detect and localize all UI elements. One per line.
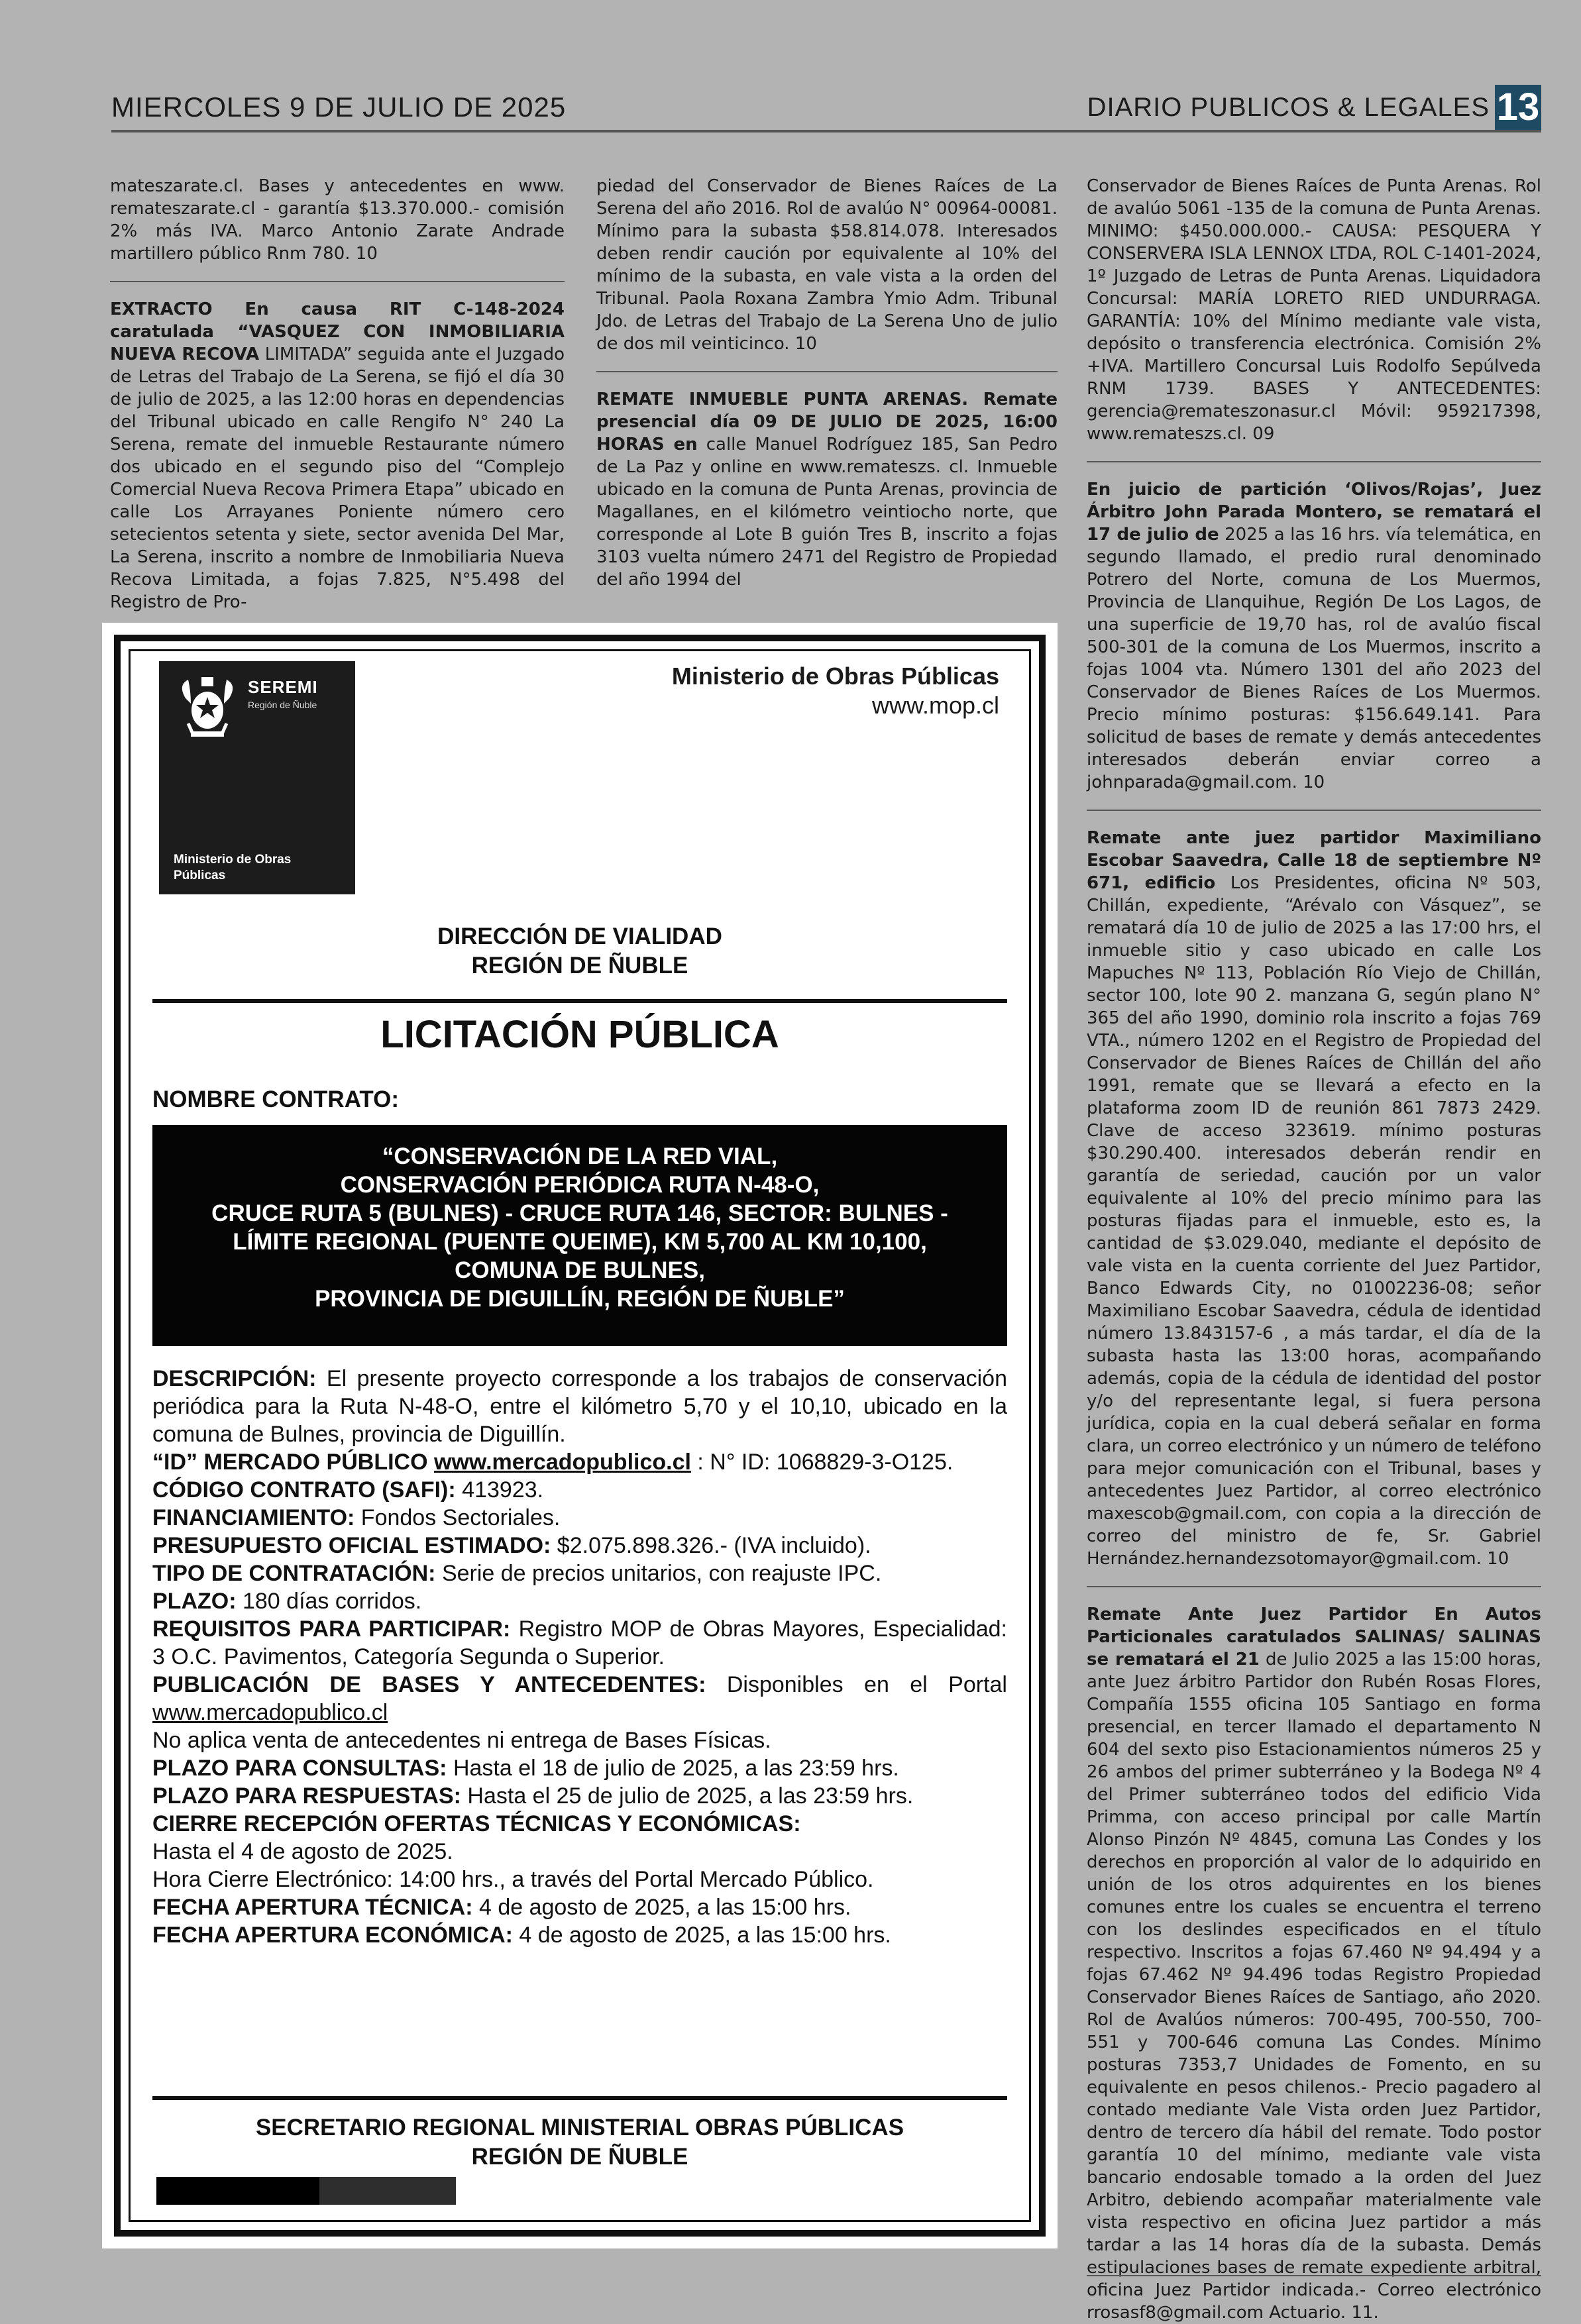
direccion-line-1: DIRECCIÓN DE VIALIDAD — [437, 924, 722, 949]
fae-value: 4 de agosto de 2025, a las 15:00 hrs. — [512, 1923, 891, 1948]
notice-salinas — [1087, 1603, 1541, 2324]
plazo-value: 180 días corridos. — [236, 1589, 422, 1614]
notice-divider — [1087, 810, 1541, 811]
contract-line: LÍMITE REGIONAL (PUENTE QUEIME), KM 5,700 AL KM 10,100, — [233, 1229, 927, 1255]
presupuesto — [152, 1532, 1007, 1559]
direccion-line-2: REGIÓN DE ÑUBLE — [471, 953, 688, 978]
notice-divider — [1087, 461, 1541, 462]
contract-line: CONSERVACIÓN PERIÓDICA RUTA N-48-O, — [340, 1172, 820, 1198]
notice-body: calle Manuel Rodríguez 185, San Pedro de La Paz y online en www.remateszs. cl. Inmueble ubicado en la comuna de Punta Arenas, provincia de Magallanes, en el kilómetro veintiocho norte, que corresponde al Lote B guión Tres B, inscrito a fojas 3103 vuelta número 2471 del Registro de Propiedad del año 1994 del — [596, 435, 1058, 590]
seremi-logo — [159, 661, 355, 894]
chile-coat-of-arms-icon — [171, 672, 244, 745]
consultas-label: PLAZO PARA CONSULTAS: — [152, 1756, 447, 1781]
notice-extracto-vasquez-end: piedad del Conservador de Bienes Raíces de La Serena del año 2016. Rol de avalúo N° 00964-00081. Mínimo para la subasta $58.814.078. Interesados deben rendir caución por equivalente al 10% del mínimo de la subasta, en vale vista a la orden del Tribunal. Paola Roxana Zambra Ymio Adm. Tribunal Jdo. de Letras del Trabajo de La Serena Uno de julio de dos mil veinticinco. 10 — [596, 176, 1058, 354]
fae-label: FECHA APERTURA ECONÓMICA: — [152, 1923, 513, 1948]
no-aplica: No aplica venta de antecedentes ni entrega de Bases Físicas. — [152, 1728, 771, 1753]
fecha-apertura-tecnica — [152, 1893, 1007, 1921]
notice-divider — [1087, 1586, 1541, 1587]
codigo-label: CÓDIGO CONTRATO (SAFI): — [152, 1477, 456, 1503]
contract-line: CRUCE RUTA 5 (BULNES) - CRUCE RUTA 146, SECTOR: BULNES - — [211, 1200, 948, 1226]
notice-escobar-saavedra — [1087, 827, 1541, 1570]
column-1 — [110, 175, 565, 613]
nombre-contrato-label: NOMBRE CONTRATO: — [152, 1086, 400, 1112]
notice-extracto-vasquez — [110, 298, 565, 613]
id-label: “ID” MERCADO PÚBLICO — [152, 1450, 428, 1475]
descripcion-label: DESCRIPCIÓN: — [152, 1366, 317, 1391]
ministry-url: www.mop.cl — [871, 692, 999, 719]
ministry-title: Ministerio de Obras Públicas — [671, 662, 999, 690]
notice-divider — [596, 371, 1058, 372]
publicacion-label: PUBLICACIÓN DE BASES Y ANTECEDENTES: — [152, 1672, 706, 1697]
hora-cierre: Hora Cierre Electrónico: 14:00 hrs., a través del Portal Mercado Público. — [152, 1867, 874, 1892]
fat-label: FECHA APERTURA TÉCNICA: — [152, 1895, 473, 1920]
descripcion — [152, 1365, 1007, 1448]
cierre-label: CIERRE RECEPCIÓN OFERTAS TÉCNICAS Y ECONÓMICAS: — [152, 1811, 801, 1836]
requisitos-label: REQUISITOS PARA PARTICIPAR: — [152, 1616, 511, 1642]
codigo-contrato — [152, 1476, 1007, 1504]
tipo-label: TIPO DE CONTRATACIÓN: — [152, 1561, 436, 1586]
notice-lead: REMATE INMUEBLE PUNTA ARENAS. Remate presencial día 09 DE JULIO DE 2025, 16:00 HORAS en — [596, 390, 1058, 454]
contract-line: PROVINCIA DE DIGUILLÍN, REGIÓN DE ÑUBLE” — [315, 1286, 845, 1312]
financiamiento-label: FINANCIAMIENTO: — [152, 1505, 355, 1530]
presupuesto-value: $2.075.898.326.- (IVA incluido). — [551, 1533, 871, 1558]
footer-secretario: SECRETARIO REGIONAL MINISTERIAL OBRAS PÚBLICAS — [255, 2115, 904, 2140]
publicacion-value: Disponibles en el Portal — [706, 1672, 1007, 1697]
tipo-contratacion — [152, 1559, 1007, 1587]
column-2 — [596, 175, 1058, 591]
licitacion-details — [152, 1365, 1007, 1949]
logo-ministry-text: Ministerio de Obras Públicas — [174, 853, 292, 882]
notice-body: 2025 a las 16 hrs. vía telemática, en segundo llamado, el predio rural denominado Potrero del Norte, comuna de Los Muermos, Provincia de Llanquihue, Región De Los Lagos, de una superficie de 19,70 has, rol de avalúo fiscal 500-301 de la comuna de Los Muermos, inscrito a fojas 1004 vta. Número 1301 del año 2023 del Conservador de Bienes Raíces de Los Muermos. Precio mínimo posturas: $156.649.141. Para solicitud de bases de remate y demás antecedentes interesados deberán enviar correo a johnparada@gmail.com. 10 — [1087, 525, 1541, 792]
header-rule — [111, 130, 1541, 132]
presupuesto-label: PRESUPUESTO OFICIAL ESTIMADO: — [152, 1533, 551, 1558]
id-mercado-publico — [152, 1448, 1007, 1476]
notice-olivos-rojas — [1087, 478, 1541, 794]
notice-remate-zarate-end: mateszarate.cl. Bases y antecedentes en www. remateszarate.cl - garantía $13.370.000.- comisión 2% más IVA. Marco Antonio Zarate Andrade martillero público Rnm 780. 10 — [110, 176, 565, 264]
notice-remate-punta-arenas — [596, 388, 1058, 591]
ad-rule — [152, 2096, 1007, 2100]
contract-name-box — [152, 1125, 1007, 1346]
notice-lead: Remate ante juez partidor Maximiliano Escobar Saavedra, Calle 18 de septiembre Nº 671, edificio — [1087, 828, 1541, 893]
footer-bar-grey — [319, 2177, 456, 2205]
footer-bar-black — [156, 2177, 319, 2205]
portal-link[interactable]: www.mercadopublico.cl — [152, 1700, 388, 1725]
notice-lead: En juicio de partición ‘Olivos/Rojas’, Juez Árbitro John Parada Montero, se rematará el 17 de julio de — [1087, 480, 1541, 545]
logo-seremi-text: SEREMI — [248, 677, 318, 697]
column-3-end-rule — [1087, 2275, 1541, 2276]
header-paper-name: DIARIO PUBLICOS & LEGALES — [1087, 93, 1490, 122]
logo-region-text: Región de Ñuble — [248, 700, 317, 710]
notice-body: Los Presidentes, oficina Nº 503, Chillán, expediente, “Arévalo con Vásquez”, se rematará día 10 de julio de 2025 a las 17:00 hrs, el inmueble sitio y caso ubicado en calle Los Mapuches Nº 113, Población Río Viejo de Chillán, sector 100, lote 90 2. manzana G, según plano N° 365 del año 1990, dominio rola inscrito a fojas 769 VTA., número 1202 en el Registro de Propiedad del Conservador de Bienes Raíces de Chillán del año 1991, remate que se llevará a efecto en la plataforma zoom ID de reunión 861 7873 2429. Clave de acceso 323619. mínimo posturas $30.290.400. interesados deberán rendir en garantía de seriedad, caución por un valor equivalente al 10% del precio mínimo para las posturas fijadas para el inmueble, esto es, la cantidad de $3.029.040, mediante el depósito de vale vista en la cuenta corriente del Juez Partidor, Banco Edwards City, no 01002236-08; señor Maximiliano Escobar Saavedra, cédula de identidad número 13.843157-6 , a más tardar, el día de la subasta hasta las 13:00 horas, acompañando además, copia de la cédula de identidad del postor y/o del representante legal, si fuera persona jurídica, copia en la cual deberá señalar en forma clara, un correo electrónico y un número de teléfono para mejor comunicación con el Tribunal, bases y antecedentes Juez Partidor, al correo electrónico maxescob@gmail.com, con copia a la dirección de correo del ministro de fe, Sr. Gabriel Hernández.hernandezsotomayor@gmail.com. 10 — [1087, 873, 1541, 1569]
id-value: 1068829-3-O125. — [776, 1450, 954, 1475]
cierre-fecha: Hasta el 4 de agosto de 2025. — [152, 1839, 453, 1864]
notice-punta-arenas-end: Conservador de Bienes Raíces de Punta Arenas. Rol de avalúo 5061 -135 de la comuna de Punta Arenas. MINIMO: $450.000.000.- CAUSA: PESQUERA Y CONSERVERA ISLA LENNOX LTDA, ROL C-1401-2024, 1º Juzgado de Letras de Punta Arenas. Liquidadora Concursal: MARÍA LORETO RIED UNDURRAGA. GARANTÍA: 10% del Mínimo mediante vale vista, depósito o transferencia electrónica. Comisión 2% +IVA. Martillero Concursal Luis Rodolfo Sepúlveda RNM 1739. BASES Y ANTECEDENTES: gerencia@remateszonasur.cl Móvil: 959217398, www.remateszs.cl. 09 — [1087, 176, 1541, 444]
notice-lead: Remate Ante Juez Partidor En Autos Particionales caratulados SALINAS/ SALINAS se rematará el 21 — [1087, 1605, 1541, 1669]
fat-value: 4 de agosto de 2025, a las 15:00 hrs. — [472, 1895, 851, 1920]
respuestas-label: PLAZO PARA RESPUESTAS: — [152, 1783, 461, 1809]
tipo-value: Serie de precios unitarios, con reajuste IPC. — [435, 1561, 882, 1586]
notice-body: de Julio 2025 a las 15:00 horas, ante Juez árbitro Partidor don Rubén Rosas Flores, Compañía 1555 oficina 105 Santiago en forma presencial, en tercer llamado el departamento N 604 del sexto piso Estacionamientos números 25 y 26 ambos del primer subterráneo y la Bodega Nº 4 del Primer subterráneo todos del edificio Vida Primma, con acceso principal por calle Martín Alonso Pinzón Nº 4845, comuna Las Condes y los derechos en proporción al valor de lo adquirido en unión de los otros adquirentes en los bienes comunes entre los cuales se encuentra el terreno con los deslindes especificados en el título respectivo. Inscritos a fojas 67.460 Nº 94.494 y a fojas 67.462 Nº 94.496 todas Registro Propiedad Conservador Bienes Raíces de Santiago, año 2020. Rol de Avalúos números: 700-495, 700-550, 700-551 y 700-646 comuna Las Condes. Mínimo posturas 7353,7 Unidades de Fomento, en su equivalente en pesos chilenos.- Precio pagadero al contado mediante Vale Vista orden Juez Partidor, dentro de tercero día hábil del remate. Todo postor garantía 10 del mínimo, mediante vale vista bancario endosable tomado a la orden del Juez Arbitro, debiendo acompañar materialmente vale vista respectivo en oficina Juez partidor a más tardar a las 14 horas día de la subasta. Demás estipulaciones bases de remate expediente arbitral, oficina Juez Partidor indicada.- Correo electrónico rrosasf8@gmail.com Actuario. 11. — [1087, 1650, 1541, 2323]
notice-lead: EXTRACTO En causa RIT C-148-2024 caratulada “VASQUEZ CON INMOBILIARIA NUEVA RECOVA — [110, 299, 565, 364]
respuestas-value: Hasta el 25 de julio de 2025, a las 23:59 hrs. — [461, 1783, 914, 1809]
footer-region: REGIÓN DE ÑUBLE — [471, 2144, 688, 2170]
cierre-recepcion — [152, 1810, 1007, 1838]
plazo-label: PLAZO: — [152, 1589, 237, 1614]
consultas-value: Hasta el 18 de julio de 2025, a las 23:59 hrs. — [447, 1756, 899, 1781]
ad-rule — [152, 999, 1007, 1003]
descripcion-text: El presente proyecto corresponde a los trabajos de conservación periódica para la Ruta N-48-O, entre el kilómetro 5,70 y el 10,10, ubicado en la comuna de Bulnes, provincia de Diguillín. — [152, 1366, 1007, 1447]
contract-line: “CONSERVACIÓN DE LA RED VIAL, — [382, 1143, 778, 1169]
notice-divider — [110, 281, 565, 282]
requisitos-value: Registro MOP de Obras Mayores, Especialidad: 3 O.C. Pavimentos, Categoría Segunda o Superior. — [152, 1616, 1007, 1669]
header-date: MIERCOLES 9 DE JULIO DE 2025 — [111, 91, 567, 123]
financiamiento — [152, 1504, 1007, 1532]
page-number: 13 — [1495, 85, 1541, 130]
column-3 — [1087, 175, 1541, 2324]
fecha-apertura-economica — [152, 1921, 1007, 1949]
licitacion-ad — [102, 623, 1058, 2248]
id-separator: : N° ID: — [690, 1450, 777, 1475]
notice-body: LIMITADA” seguida ante el Juzgado de Letras del Trabajo de La Serena, se fijó el día 30 de julio de 2025, a las 12:00 horas en dependencias del Tribunal ubicado en calle Rengifo N° 240 La Serena, remate del inmueble Restaurante número dos ubicado en el segundo piso del “Complejo Comercial Nueva Recova Primera Etapa” ubicado en calle Los Arrayanes Poniente número cero setecientos setenta y siete, sector avenida Del Mar, La Serena, inscrito a nombre de Inmobiliaria Nueva Recova Limitada, a fojas 7.825, N°5.498 del Registro de Pro- — [110, 344, 565, 612]
contract-line: COMUNA DE BULNES, — [455, 1257, 705, 1283]
codigo-value: 413923. — [455, 1477, 544, 1503]
mercadopublico-link[interactable]: www.mercadopublico.cl — [434, 1450, 691, 1475]
financiamiento-value: Fondos Sectoriales. — [354, 1505, 561, 1530]
plazo-respuestas — [152, 1782, 1007, 1810]
publicacion-bases — [152, 1671, 1007, 1726]
requisitos — [152, 1615, 1007, 1671]
plazo-consultas — [152, 1754, 1007, 1782]
plazo — [152, 1587, 1007, 1615]
licitacion-title: LICITACIÓN PÚBLICA — [380, 1013, 779, 1056]
